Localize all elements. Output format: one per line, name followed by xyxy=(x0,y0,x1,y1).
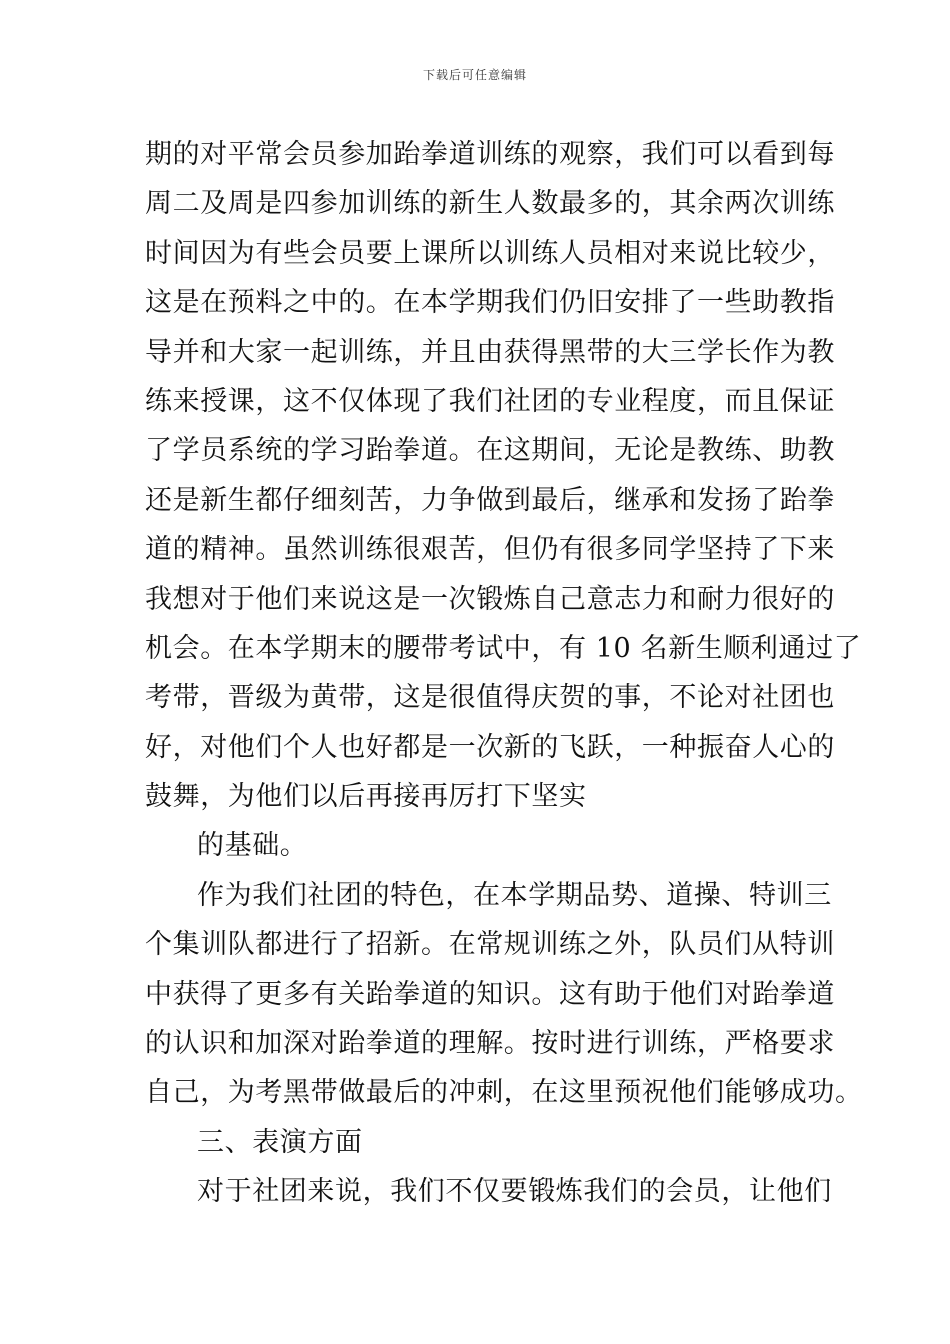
paragraph-first-line: 作为我们社团的特色，在本学期品势、道操、特训三 xyxy=(197,879,832,911)
text-line: 时间因为有些会员要上课所以训练人员相对来说比较少， xyxy=(145,237,835,269)
document-body xyxy=(145,130,863,1217)
text-line: 个集训队都进行了招新。在常规训练之外，队员们从特训 xyxy=(145,929,835,961)
text-line: 还是新生都仔细刻苦，力争做到最后，继承和发扬了跆拳 xyxy=(145,484,835,516)
text-line: 了学员系统的学习跆拳道。在这期间，无论是教练、助教 xyxy=(145,435,835,467)
paragraph-first-line: 对于社团来说，我们不仅要锻炼我们的会员，让他们 xyxy=(197,1176,832,1208)
text-line: 的基础。 xyxy=(197,830,308,862)
text-line: 这是在预料之中的。在本学期我们仍旧安排了一些助教指 xyxy=(145,287,835,319)
text-line: 周二及周是四参加训练的新生人数最多的，其余两次训练 xyxy=(145,188,835,220)
text-line: 好，对他们个人也好都是一次新的飞跃，一种振奋人心的 xyxy=(145,731,835,763)
section-heading: 三、表演方面 xyxy=(197,1126,363,1158)
text-line: 考带，晋级为黄带，这是很值得庆贺的事，不论对社团也 xyxy=(145,682,835,714)
text-line: 中获得了更多有关跆拳道的知识。这有助于他们对跆拳道 xyxy=(145,978,835,1010)
text-line: 自己，为考黑带做最后的冲刺，在这里预祝他们能够成功。 xyxy=(145,1077,863,1109)
text-line: 鼓舞，为他们以后再接再厉打下坚实 xyxy=(145,781,587,813)
text-line: 我想对于他们来说这是一次锻炼自己意志力和耐力很好的 xyxy=(145,583,835,615)
text-line: 导并和大家一起训练，并且由获得黑带的大三学长作为教 xyxy=(145,336,835,368)
text-line: 机会。在本学期末的腰带考试中，有 10 名新生顺利通过了 xyxy=(145,632,862,664)
text-line: 道的精神。虽然训练很艰苦，但仍有很多同学坚持了下来 xyxy=(145,534,835,566)
text-line: 练来授课，这不仅体现了我们社团的专业程度，而且保证 xyxy=(145,385,835,417)
text-line: 的认识和加深对跆拳道的理解。按时进行训练，严格要求 xyxy=(145,1028,835,1060)
text-line: 期的对平常会员参加跆拳道训练的观察，我们可以看到每 xyxy=(145,139,835,170)
page-header: 下载后可任意编辑 xyxy=(422,68,527,82)
